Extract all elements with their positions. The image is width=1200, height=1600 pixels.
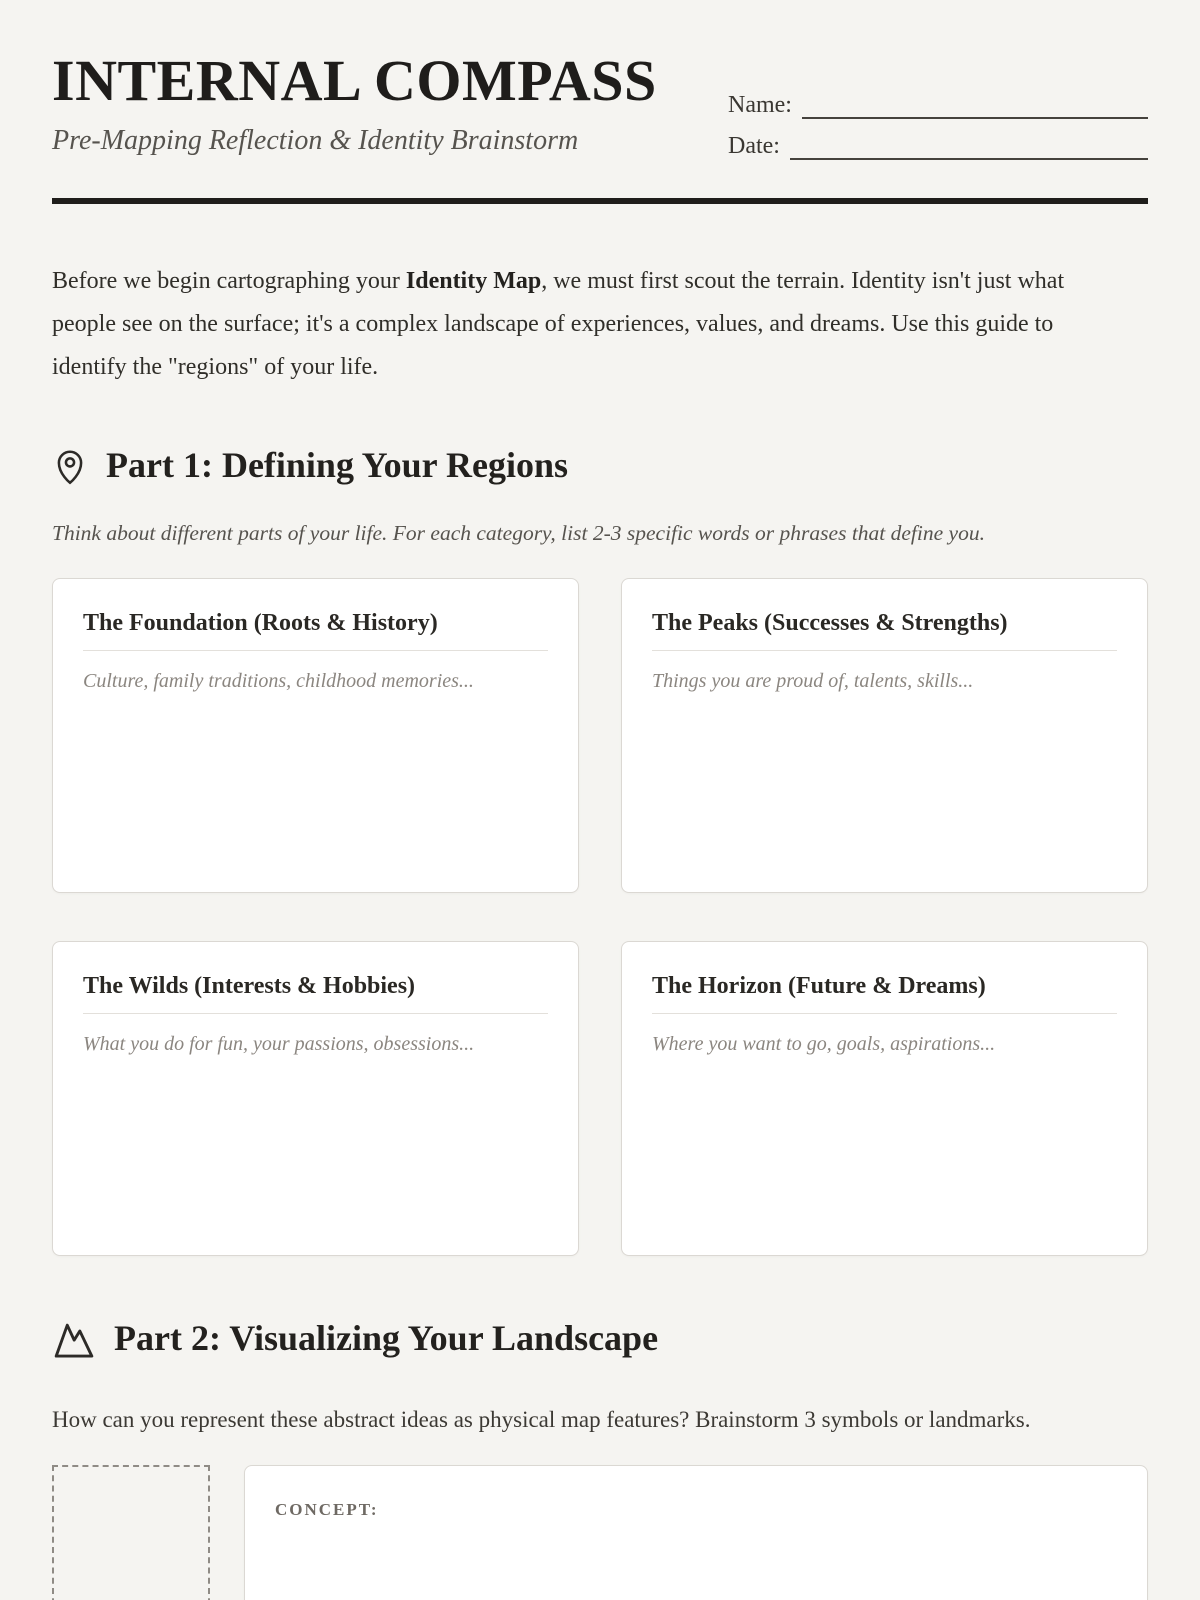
region-box-title: The Peaks (Successes & Strengths) (652, 609, 1117, 651)
region-box-hint: Things you are proud of, talents, skills... (652, 669, 974, 692)
region-box-hint: Where you want to go, goals, aspirations... (652, 1032, 996, 1055)
region-box-title: The Foundation (Roots & History) (83, 609, 548, 651)
map-pin-icon (52, 445, 88, 487)
part2-heading (52, 1318, 1148, 1359)
part2-instructions: How can you represent these abstract ideas as physical map features? Brainstorm 3 symbols or landmarks. (52, 1407, 1031, 1433)
symbol-sketch-box[interactable] (52, 1465, 210, 1600)
region-box-title: The Horizon (Future & Dreams) (652, 972, 1117, 1014)
header (52, 48, 1148, 174)
mountain-icon (52, 1319, 96, 1359)
date-row (728, 133, 1148, 160)
intro-paragraph (52, 260, 1122, 389)
region-box-title: The Wilds (Interests & Hobbies) (83, 972, 548, 1014)
name-label: Name: (728, 92, 792, 118)
header-divider (52, 198, 1148, 204)
region-box-peaks[interactable] (621, 578, 1148, 893)
concept-label: CONCEPT: (275, 1500, 379, 1520)
date-field[interactable] (790, 134, 1148, 160)
region-box-hint: Culture, family traditions, childhood memories... (83, 669, 474, 692)
region-box-hint: What you do for fun, your passions, obsessions... (83, 1032, 475, 1055)
intro-bold-phrase: Identity Map (405, 268, 542, 294)
region-box-foundation[interactable] (52, 578, 579, 893)
intro-text-before: Before we begin cartographing your (52, 268, 406, 294)
header-titles (52, 48, 657, 158)
intro-text-after: , we must first scout the terrain. Identity isn't just what people see on the surface; it's a complex landscape of experiences, values, and dreams. Use this guide to identify the "regions" of your life. (52, 268, 1065, 380)
page-title: INTERNAL COMPASS (52, 48, 657, 113)
landmark-row (52, 1465, 1148, 1600)
page-subtitle: Pre-Mapping Reflection & Identity Brainstorm (52, 125, 579, 156)
part2-heading-text: Part 2: Visualizing Your Landscape (114, 1317, 659, 1358)
part1-instructions: Think about different parts of your life. For each category, list 2-3 specific words or phrases that define you. (52, 520, 985, 545)
name-row (728, 92, 1148, 119)
date-label: Date: (728, 133, 780, 159)
concept-card[interactable] (244, 1465, 1148, 1600)
part1-heading-text: Part 1: Defining Your Regions (106, 445, 568, 486)
name-field[interactable] (802, 93, 1148, 119)
region-box-wilds[interactable] (52, 941, 579, 1256)
region-grid (52, 578, 1148, 1256)
name-date-block (728, 92, 1148, 174)
region-box-horizon[interactable] (621, 941, 1148, 1256)
part1-heading (52, 445, 1148, 487)
